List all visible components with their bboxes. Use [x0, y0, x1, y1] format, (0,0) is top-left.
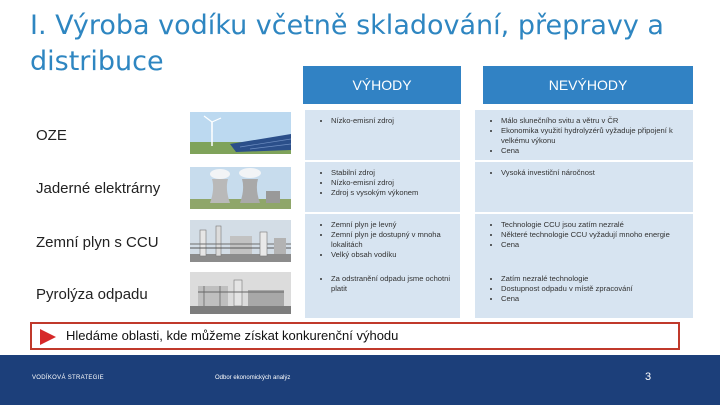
nuclear-plant-image — [190, 167, 291, 209]
page-number: 3 — [645, 371, 652, 383]
oze-cons-cell — [475, 110, 693, 160]
row-label-gas-ccu: Zemní plyn s CCU — [36, 234, 159, 251]
list-item: • Ekonomika využití hydrolyzérů vyžaduje připojení k velkému výkonu — [501, 126, 687, 146]
footer-bar — [0, 355, 720, 405]
row-label-pyrolysis: Pyrolýza odpadu — [36, 286, 148, 303]
conclusion-banner — [30, 322, 680, 350]
list-item: • Zatím nezralé technologie — [501, 274, 687, 284]
gas-plant-image — [190, 220, 291, 262]
list-item: • Málo slunečního svitu a větru v ČR — [501, 116, 687, 126]
list-item: • Zemní plyn je levný — [331, 220, 454, 230]
pyrolysis-plant-image — [190, 272, 291, 314]
list-item: • Nízko-emisní zdroj — [331, 116, 454, 126]
wind-solar-image — [190, 112, 291, 154]
list-item: • Cena — [501, 294, 687, 304]
list-item: • Technologie CCU jsou zatím nezralé — [501, 220, 687, 230]
nuclear-cons-cell — [475, 162, 693, 212]
list-item: • Za odstranění odpadu jsme ochotni platit — [331, 274, 454, 294]
oze-pros-cell — [305, 110, 460, 160]
pyrolysis-cons-cell — [475, 268, 693, 318]
gas-ccu-pros-cell — [305, 214, 460, 268]
list-item: • Zemní plyn je dostupný v mnoha lokalitách — [331, 230, 454, 250]
arrow-right-icon — [40, 329, 56, 345]
cons-column-header: NEVÝHODY — [483, 66, 693, 104]
footer-department-label: Odbor ekonomických analýz — [215, 375, 291, 381]
banner-text: Hledáme oblasti, kde můžeme získat konkurenční výhodu — [66, 328, 399, 343]
pyrolysis-pros-cell — [305, 268, 460, 318]
footer-strategy-label: VODÍKOVÁ STRATEGIE — [32, 375, 104, 381]
list-item: • Vysoká investiční náročnost — [501, 168, 687, 178]
row-label-oze: OZE — [36, 127, 67, 144]
list-item: • Stabilní zdroj — [331, 168, 454, 178]
list-item: • Cena — [501, 240, 687, 250]
nuclear-pros-cell — [305, 162, 460, 212]
list-item: • Dostupnost odpadu v místě zpracování — [501, 284, 687, 294]
list-item: • Některé technologie CCU vyžadují mnoho energie — [501, 230, 687, 240]
row-label-nuclear: Jaderné elektrárny — [36, 180, 161, 197]
gas-ccu-cons-cell — [475, 214, 693, 268]
list-item: • Velký obsah vodíku — [331, 250, 454, 260]
list-item: • Cena — [501, 146, 687, 156]
slide-title: I. Výroba vodíku včetně skladování, přepravy a distribuce — [30, 10, 664, 77]
list-item: • Zdroj s vysokým výkonem — [331, 188, 454, 198]
list-item: • Nízko-emisní zdroj — [331, 178, 454, 188]
pros-column-header: VÝHODY — [303, 66, 461, 104]
